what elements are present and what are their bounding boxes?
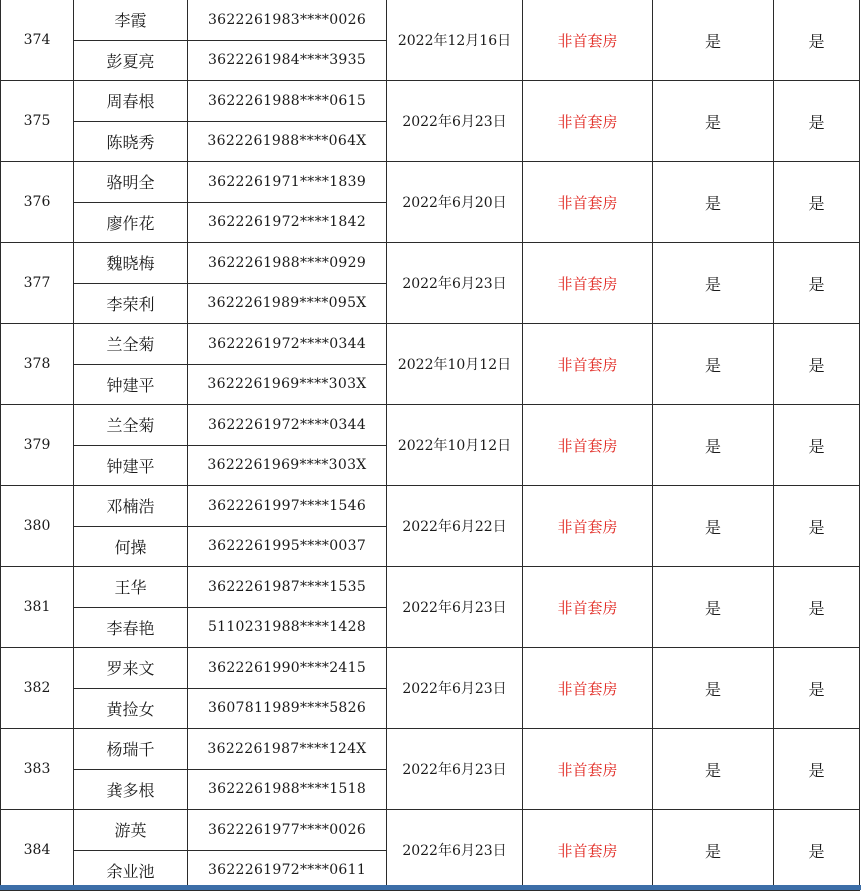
buyer-name: 李荣利: [74, 283, 188, 324]
flag-column-1: 是: [653, 0, 774, 81]
flag-column-2: 是: [774, 810, 860, 891]
buyer-name: 彭夏亮: [74, 40, 188, 81]
sequence-number: 384: [1, 810, 74, 891]
flag-column-1: 是: [653, 243, 774, 324]
table-row: [1, 324, 860, 365]
id-number: 3622261997****1546: [188, 486, 387, 527]
id-number: 3622261969****303X: [188, 445, 387, 486]
flag-column-2: 是: [774, 567, 860, 648]
flag-column-2: 是: [774, 324, 860, 405]
flag-column-1: 是: [653, 810, 774, 891]
sequence-number: 375: [1, 81, 74, 162]
registration-date: 2022年6月23日: [387, 648, 523, 729]
flag-column-1: 是: [653, 162, 774, 243]
housing-status: 非首套房: [523, 648, 653, 729]
flag-column-1: 是: [653, 729, 774, 810]
flag-column-2: 是: [774, 81, 860, 162]
table-body: [1, 0, 860, 891]
id-number: 3622261988****1518: [188, 769, 387, 810]
id-number: 3607811989****5826: [188, 688, 387, 729]
flag-column-2: 是: [774, 162, 860, 243]
sequence-number: 378: [1, 324, 74, 405]
flag-column-1: 是: [653, 567, 774, 648]
id-number: 3622261972****1842: [188, 202, 387, 243]
housing-status: 非首套房: [523, 162, 653, 243]
table-row: [1, 729, 860, 770]
sequence-number: 380: [1, 486, 74, 567]
housing-status: 非首套房: [523, 405, 653, 486]
id-number: 3622261987****124X: [188, 729, 387, 770]
id-number: 3622261988****064X: [188, 121, 387, 162]
sequence-number: 382: [1, 648, 74, 729]
buyer-name: 骆明全: [74, 162, 188, 203]
table-row: [1, 81, 860, 122]
table-row: [1, 405, 860, 446]
buyer-name: 邓楠浩: [74, 486, 188, 527]
flag-column-2: 是: [774, 486, 860, 567]
id-number: 3622261972****0344: [188, 405, 387, 446]
id-number: 3622261983****0026: [188, 0, 387, 40]
housing-status: 非首套房: [523, 486, 653, 567]
buyer-name: 魏晓梅: [74, 243, 188, 284]
window-bottom-edge: [0, 885, 861, 890]
flag-column-2: 是: [774, 648, 860, 729]
id-number: 3622261987****1535: [188, 567, 387, 608]
flag-column-1: 是: [653, 486, 774, 567]
flag-column-1: 是: [653, 324, 774, 405]
sequence-number: 374: [1, 0, 74, 81]
id-number: 3622261988****0615: [188, 81, 387, 122]
housing-status: 非首套房: [523, 567, 653, 648]
id-number: 3622261984****3935: [188, 40, 387, 81]
registration-date: 2022年6月23日: [387, 729, 523, 810]
registration-date: 2022年6月23日: [387, 567, 523, 648]
registration-date: 2022年6月23日: [387, 81, 523, 162]
id-number: 3622261977****0026: [188, 810, 387, 851]
housing-status: 非首套房: [523, 81, 653, 162]
flag-column-2: 是: [774, 0, 860, 81]
buyer-name: 罗来文: [74, 648, 188, 689]
id-number: 3622261972****0611: [188, 850, 387, 891]
sequence-number: 376: [1, 162, 74, 243]
registration-date: 2022年10月12日: [387, 405, 523, 486]
buyer-name: 兰全菊: [74, 405, 188, 446]
id-number: 3622261990****2415: [188, 648, 387, 689]
buyer-name: 王华: [74, 567, 188, 608]
housing-status: 非首套房: [523, 729, 653, 810]
buyer-name: 陈晓秀: [74, 121, 188, 162]
table-row: [1, 567, 860, 608]
sequence-number: 379: [1, 405, 74, 486]
id-number: 3622261969****303X: [188, 364, 387, 405]
flag-column-2: 是: [774, 405, 860, 486]
buyer-name: 游英: [74, 810, 188, 851]
buyer-name: 李春艳: [74, 607, 188, 648]
table-row: [1, 243, 860, 284]
table-row: [1, 810, 860, 851]
table-row: [1, 648, 860, 689]
id-number: 3622261995****0037: [188, 526, 387, 567]
id-number: 3622261989****095X: [188, 283, 387, 324]
table-row: [1, 0, 860, 40]
buyer-name: 钟建平: [74, 364, 188, 405]
registration-date: 2022年6月23日: [387, 810, 523, 891]
flag-column-1: 是: [653, 648, 774, 729]
buyer-name: 钟建平: [74, 445, 188, 486]
table-row: [1, 486, 860, 527]
registration-date: 2022年6月23日: [387, 243, 523, 324]
buyer-name: 李霞: [74, 0, 188, 40]
buyer-name: 杨瑞千: [74, 729, 188, 770]
buyer-name: 廖作花: [74, 202, 188, 243]
housing-status: 非首套房: [523, 324, 653, 405]
id-number: 5110231988****1428: [188, 607, 387, 648]
table-row: [1, 162, 860, 203]
id-number: 3622261971****1839: [188, 162, 387, 203]
flag-column-1: 是: [653, 81, 774, 162]
registration-date: 2022年12月16日: [387, 0, 523, 81]
id-number: 3622261972****0344: [188, 324, 387, 365]
buyer-name: 何操: [74, 526, 188, 567]
sequence-number: 383: [1, 729, 74, 810]
buyer-name: 周春根: [74, 81, 188, 122]
id-number: 3622261988****0929: [188, 243, 387, 284]
buyer-name: 龚多根: [74, 769, 188, 810]
housing-status: 非首套房: [523, 243, 653, 324]
housing-status: 非首套房: [523, 810, 653, 891]
registration-date: 2022年6月20日: [387, 162, 523, 243]
flag-column-2: 是: [774, 729, 860, 810]
sequence-number: 377: [1, 243, 74, 324]
sequence-number: 381: [1, 567, 74, 648]
registration-date: 2022年6月22日: [387, 486, 523, 567]
buyer-name: 兰全菊: [74, 324, 188, 365]
housing-status: 非首套房: [523, 0, 653, 81]
registration-date: 2022年10月12日: [387, 324, 523, 405]
buyer-name: 余业池: [74, 850, 188, 891]
flag-column-1: 是: [653, 405, 774, 486]
buyer-name: 黄捡女: [74, 688, 188, 729]
flag-column-2: 是: [774, 243, 860, 324]
